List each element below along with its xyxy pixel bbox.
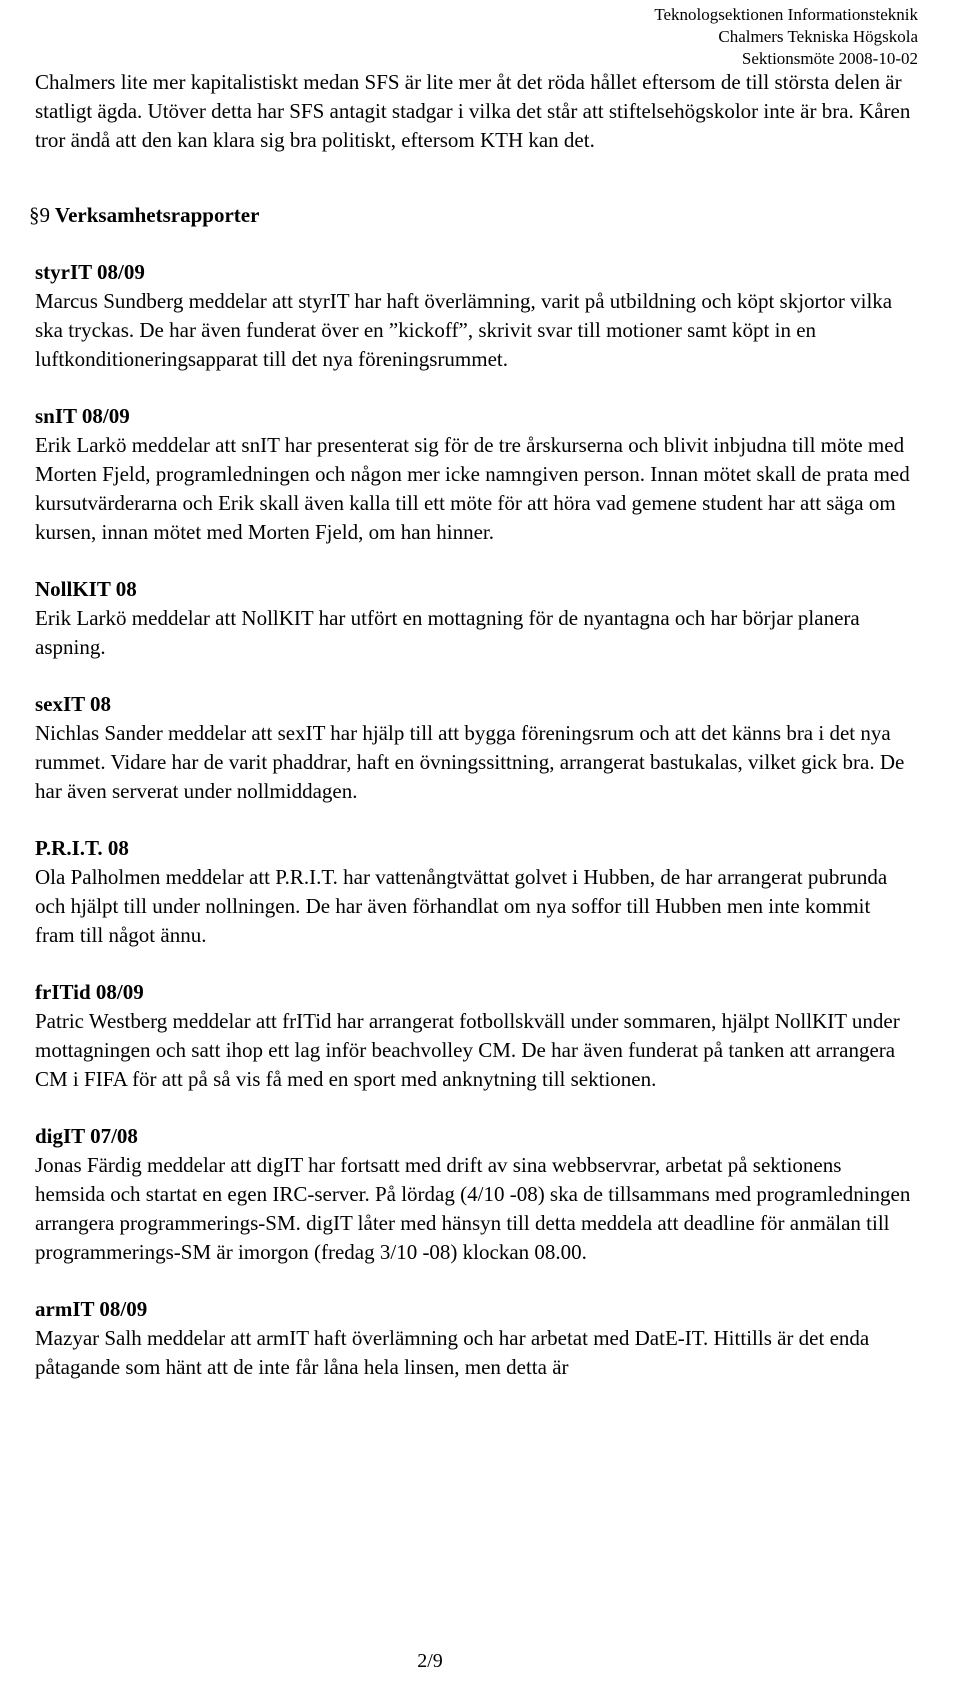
report-text: Patric Westberg meddelar att frITid har arrangerat fotbollskväll under sommaren, hjälpt NollKIT under mottagningen och satt ihop ett lag inför beachvolley CM. De har även funderat på tanken att arrangera CM i FIFA för att på så vis få med en sport med anknytning till sektionen. [35, 1009, 900, 1091]
report-title: frITid 08/09 [35, 980, 144, 1004]
report-title: P.R.I.T. 08 [35, 836, 129, 860]
report-title: digIT 07/08 [35, 1124, 138, 1148]
section-sign: §9 [29, 203, 50, 227]
report-title: armIT 08/09 [35, 1297, 148, 1321]
report-text: Ola Palholmen meddelar att P.R.I.T. har vattenångtvättat golvet i Hubben, de har arrangerat pubrunda och hjälpt till under nollningen. De har även förhandlat om nya soffor till Hubben men inte kommit fram till något ännu. [35, 865, 888, 947]
intro-paragraph: Chalmers lite mer kapitalistiskt medan SFS är lite mer åt det röda hållet eftersom de till största delen är statligt ägda. Utöver detta har SFS antagit stadgar i vilka det står att stiftelsehögskolor inte är bra. Kåren tror ändå att den kan klara sig bra politiskt, eftersom KTH kan det. [35, 70, 911, 152]
header-organization: Teknologsektionen Informationsteknik [654, 5, 918, 24]
report-styrit [35, 258, 915, 374]
report-digit [35, 1122, 915, 1267]
report-nollkit [35, 575, 915, 662]
report-title: NollKIT 08 [35, 577, 137, 601]
report-title: styrIT 08/09 [35, 260, 145, 284]
report-snit [35, 402, 915, 547]
page-number: 2/9 [417, 1650, 443, 1672]
header-meeting: Sektionsmöte 2008-10-02 [741, 49, 918, 68]
section-title: Verksamhetsrapporter [54, 203, 260, 227]
report-text: Nichlas Sander meddelar att sexIT har hjälp till att bygga föreningsrum och att det känns bra i det nya rummet. Vidare har de varit phaddrar, haft en övningssittning, arrangerat bastukalas, vilket gick bra. De har även serverat under nollmiddagen. [35, 721, 905, 803]
report-text: Mazyar Salh meddelar att armIT haft överlämning och har arbetat med DatE-IT. Hittills är det enda påtagande som hänt att de inte får låna hela linsen, men detta är [35, 1326, 870, 1379]
section-heading [29, 201, 915, 230]
page-header [654, 4, 918, 70]
document-body [29, 68, 915, 1382]
report-prit [35, 834, 915, 950]
header-university: Chalmers Tekniska Högskola [718, 27, 918, 46]
report-sexit [35, 690, 915, 806]
report-text: Erik Larkö meddelar att NollKIT har utfört en mottagning för de nyantagna och har börjar planera aspning. [35, 606, 860, 659]
report-fritid [35, 978, 915, 1094]
report-text: Marcus Sundberg meddelar att styrIT har haft överlämning, varit på utbildning och köpt skjortor vilka ska tryckas. De har även funderat över en ”kickoff”, skrivit svar till motioner samt köpt in en luftkonditioneringsapparat till det nya föreningsrummet. [35, 289, 893, 371]
report-armit [35, 1295, 915, 1382]
report-title: snIT 08/09 [35, 404, 130, 428]
report-title: sexIT 08 [35, 692, 112, 716]
report-text: Erik Larkö meddelar att snIT har presenterat sig för de tre årskurserna och blivit inbjudna till möte med Morten Fjeld, programledningen och någon mer icke namngiven person. Innan mötet skall de prata med kursutvärderarna och Erik skall även kalla till ett möte för att höra vad gemene student har att säga om kursen, innan mötet med Morten Fjeld, om han hinner. [35, 433, 910, 544]
report-text: Jonas Färdig meddelar att digIT har fortsatt med drift av sina webbservrar, arbetat på sektionens hemsida och startat en egen IRC-server. På lördag (4/10 -08) ska de tillsammans med programledningen arrangera programmerings-SM. digIT låter med hänsyn till detta meddela att deadline för anmälan till programmerings-SM är imorgon (fredag 3/10 -08) klockan 08.00. [35, 1153, 911, 1264]
